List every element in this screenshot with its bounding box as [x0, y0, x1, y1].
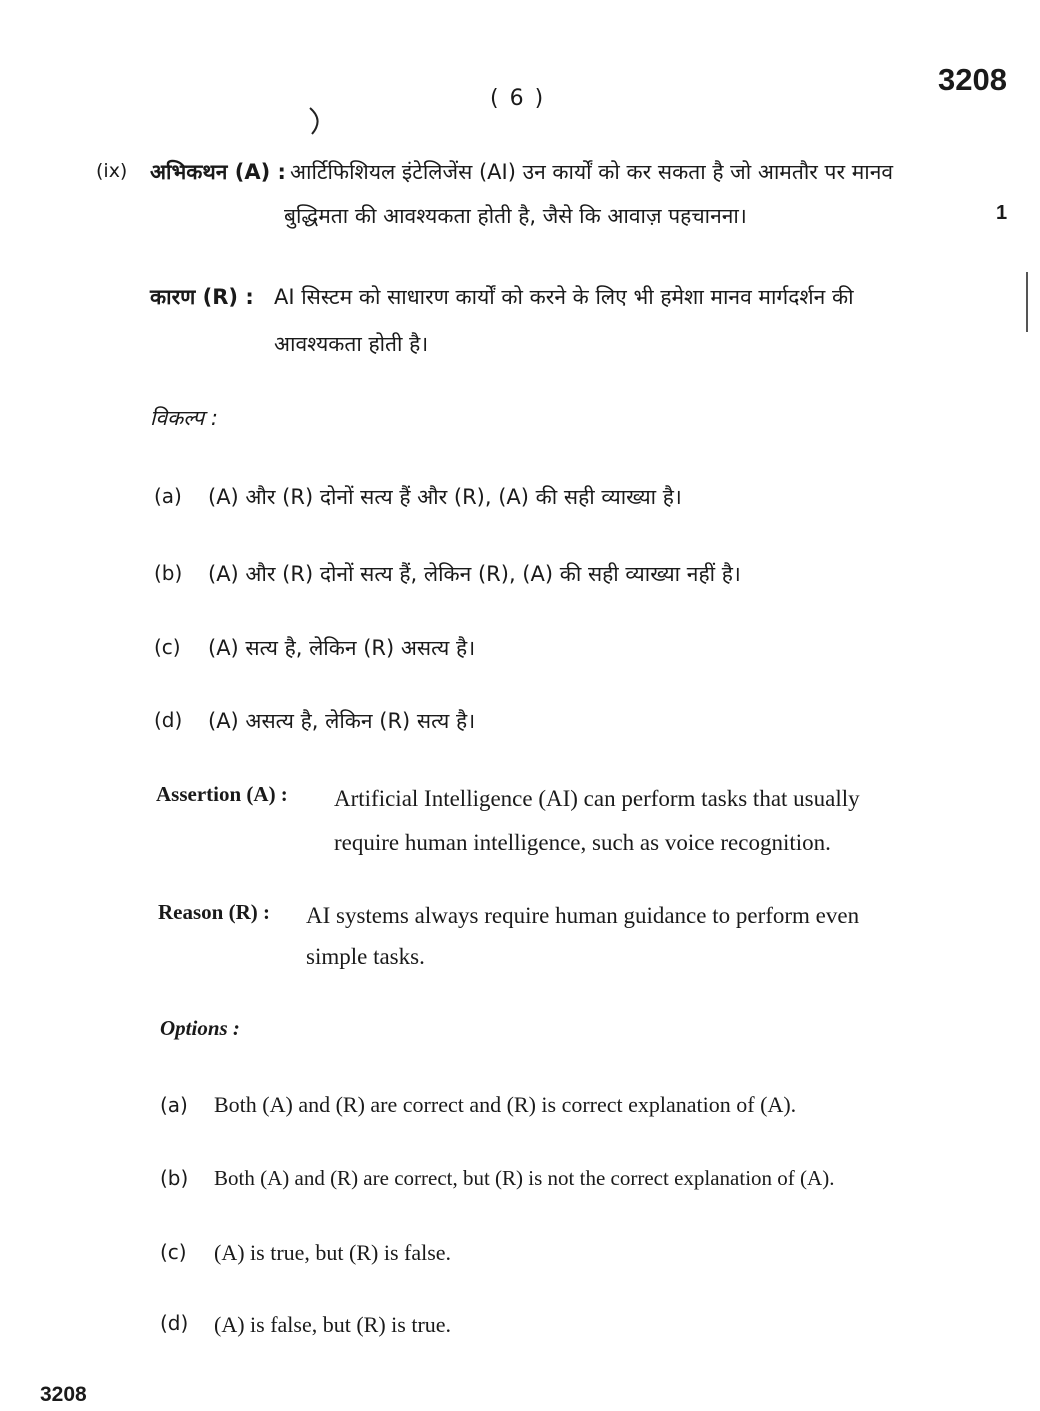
hindi-option-a-key: (a): [154, 484, 182, 508]
hindi-option-c-text: (A) सत्य है, लेकिन (R) असत्य है।: [208, 636, 476, 660]
english-option-d-key: (d): [160, 1311, 189, 1335]
page-number: ( 6 ): [490, 86, 546, 111]
english-reason-line1: AI systems always require human guidance to perform even: [306, 903, 860, 928]
scan-edge-mark: [1026, 272, 1028, 332]
hindi-option-b-key: (b): [154, 561, 183, 585]
hindi-option-b-text: (A) और (R) दोनों सत्य हैं, लेकिन (R), (A) की सही व्याख्या नहीं है।: [208, 562, 741, 586]
english-option-a-key: (a): [160, 1093, 188, 1117]
pen-mark-icon: [300, 104, 340, 140]
english-assertion-label: Assertion (A) :: [156, 782, 288, 806]
english-option-c-text: (A) is true, but (R) is false.: [214, 1240, 452, 1265]
paper-code-top: 3208: [938, 62, 1007, 97]
question-marks: 1: [996, 202, 1008, 224]
english-reason-line2: simple tasks.: [306, 944, 425, 969]
english-assertion-line2: require human intelligence, such as voice recognition.: [334, 830, 831, 855]
hindi-assertion-line2: बुद्धिमता की आवश्यकता होती है, जैसे कि आवाज़ पहचानना।: [284, 204, 747, 228]
question-number: (ix): [96, 160, 128, 182]
english-option-b-text: Both (A) and (R) are correct, but (R) is not the correct explanation of (A).: [214, 1166, 835, 1190]
hindi-reason-line1: AI सिस्टम को साधारण कार्यों को करने के लिए भी हमेशा मानव मार्गदर्शन की: [274, 285, 854, 309]
hindi-option-a-text: (A) और (R) दोनों सत्य हैं और (R), (A) की सही व्याख्या है।: [208, 485, 682, 509]
english-assertion-line1: Artificial Intelligence (AI) can perform tasks that usually: [334, 786, 860, 811]
english-option-b-key: (b): [160, 1166, 189, 1190]
hindi-reason-label: कारण (R) :: [150, 285, 254, 309]
hindi-assertion-line1: आर्टिफिशियल इंटेलिजेंस (AI) उन कार्यों को कर सकता है जो आमतौर पर मानव: [290, 160, 894, 184]
paper-code-bottom: 3208: [40, 1383, 87, 1406]
hindi-option-d-text: (A) असत्य है, लेकिन (R) सत्य है।: [208, 709, 476, 733]
hindi-options-label: विकल्प :: [150, 406, 218, 430]
english-option-d-text: (A) is false, but (R) is true.: [214, 1312, 452, 1337]
hindi-assertion-label: अभिकथन (A) :: [150, 160, 286, 184]
english-reason-label: Reason (R) :: [158, 900, 270, 924]
english-option-a-text: Both (A) and (R) are correct and (R) is correct explanation of (A).: [214, 1092, 797, 1117]
hindi-option-c-key: (c): [154, 635, 181, 659]
hindi-option-d-key: (d): [154, 708, 183, 732]
english-option-c-key: (c): [160, 1240, 187, 1264]
english-options-label: Options :: [160, 1016, 240, 1040]
hindi-reason-line2: आवश्यकता होती है।: [274, 332, 429, 356]
